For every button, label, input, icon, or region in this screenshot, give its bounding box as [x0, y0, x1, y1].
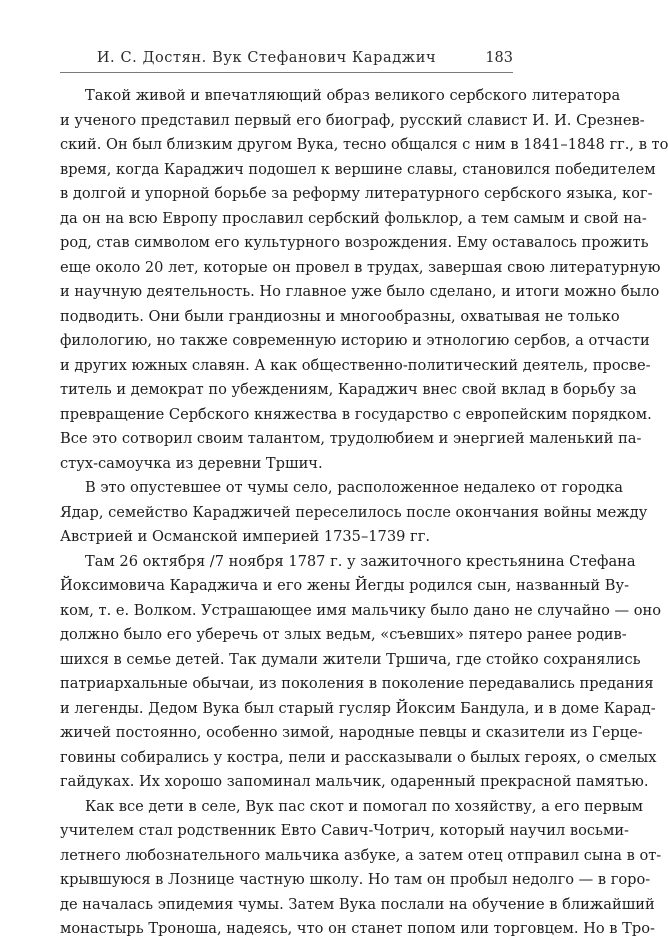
text-line: крывшуюся в Лознице частную школу. Но там он пробыл недолго — в горо-: [60, 871, 651, 888]
text-line: ский. Он был близким другом Вука, тесно общался с ним в 1841–1848 гг., в то: [60, 136, 668, 153]
text-line: стух-самоучка из деревни Тршич.: [60, 454, 323, 472]
text-line: Такой живой и впечатляющий образ великого сербского литератора: [85, 87, 621, 104]
text-line: превращение Сербского княжества в государство с европейским порядком.: [60, 405, 652, 423]
text-line: Ядар, семейство Караджичей переселилось после окончания войны между: [60, 503, 648, 521]
page-header: [60, 44, 513, 72]
text-line: патриархальные обычаи, из поколения в поколение передавались предания: [60, 675, 654, 692]
text-line: шихся в семье детей. Так думали жители Тршича, где стойко сохранялись: [60, 650, 641, 668]
text-line: ком, т. е. Волком. Устрашающее имя мальчику было дано не случайно — оно: [60, 601, 662, 619]
text-line: должно было его уберечь от злых ведьм, «съевших» пятеро ранее родив-: [60, 626, 627, 643]
text-line: и легенды. Дедом Вука был старый гусляр Йоксим Бандула, и в доме Карад-: [60, 699, 656, 717]
running-head: И. С. Достян. Вук Стефанович Караджич: [96, 50, 437, 66]
text-line: гайдуках. Их хорошо запоминал мальчик, одаренный прекрасной памятью.: [60, 773, 649, 790]
text-line: говины собирались у костра, пели и рассказывали о былых героях, о смелых: [60, 748, 657, 766]
text-line: Все это сотворил своим талантом, трудолюбием и энергией маленький па-: [60, 430, 642, 447]
paragraph: [60, 476, 648, 550]
text-line: филологию, но также современную историю и этнологию сербов, а отчасти: [60, 332, 650, 349]
body-text: [60, 84, 668, 942]
text-line: да он на всю Европу прославил сербский фольклор, а тем самым и свой на-: [60, 209, 647, 227]
text-line: подводить. Они были грандиозны и многообразны, охватывая не только: [60, 307, 620, 325]
text-line: учителем стал родственник Евто Савич-Чотрич, который научил восьми-: [60, 822, 629, 839]
paragraph: [60, 550, 662, 795]
text-line: монастырь Троноша, надеясь, что он станет попом или торговцем. Но в Тро-: [60, 920, 655, 937]
text-line: и ученого представил первый его биограф, русский славист И. И. Срезнев-: [60, 111, 645, 129]
header-rule: [60, 72, 513, 73]
text-line: в долгой и упорной борьбе за реформу литературного сербского языка, ког-: [60, 185, 653, 202]
text-line: летнего любознательного мальчика азбуке, а затем отец отправил сына в от-: [60, 846, 662, 864]
text-line: Как все дети в селе, Вук пас скот и помогал по хозяйству, а его первым: [85, 797, 644, 815]
text-line: В это опустевшее от чумы село, расположенное недалеко от городка: [85, 479, 623, 496]
text-line: род, став символом его культурного возрождения. Ему оставалось прожить: [60, 234, 649, 251]
text-line: еще около 20 лет, которые он провел в трудах, завершая свою литературную: [60, 258, 661, 276]
text-line: де началась эпидемия чумы. Затем Вука послали на обучение в ближайший: [60, 895, 655, 913]
text-line: Австрией и Османской империей 1735–1739 гг.: [60, 528, 430, 545]
text-line: жичей постоянно, особенно зимой, народные певцы и сказители из Герце-: [60, 724, 643, 741]
text-line: и других южных славян. А как общественно-политический деятель, просве-: [60, 356, 651, 374]
paragraph: [60, 84, 668, 476]
page-number: 183: [485, 50, 513, 66]
text-line: Там 26 октября /7 ноября 1787 г. у зажиточного крестьянина Стефана: [85, 552, 636, 570]
text-line: и научную деятельность. Но главное уже было сделано, и итоги можно было: [60, 283, 660, 300]
paragraph: [60, 795, 662, 942]
text-line: время, когда Караджич подошел к вершине славы, становился победителем: [60, 160, 656, 178]
text-line: Йоксимовича Караджича и его жены Йегды родился сын, названный Ву-: [60, 577, 630, 594]
text-line: титель и демократ по убеждениям, Караджич внес свой вклад в борьбу за: [60, 381, 637, 398]
